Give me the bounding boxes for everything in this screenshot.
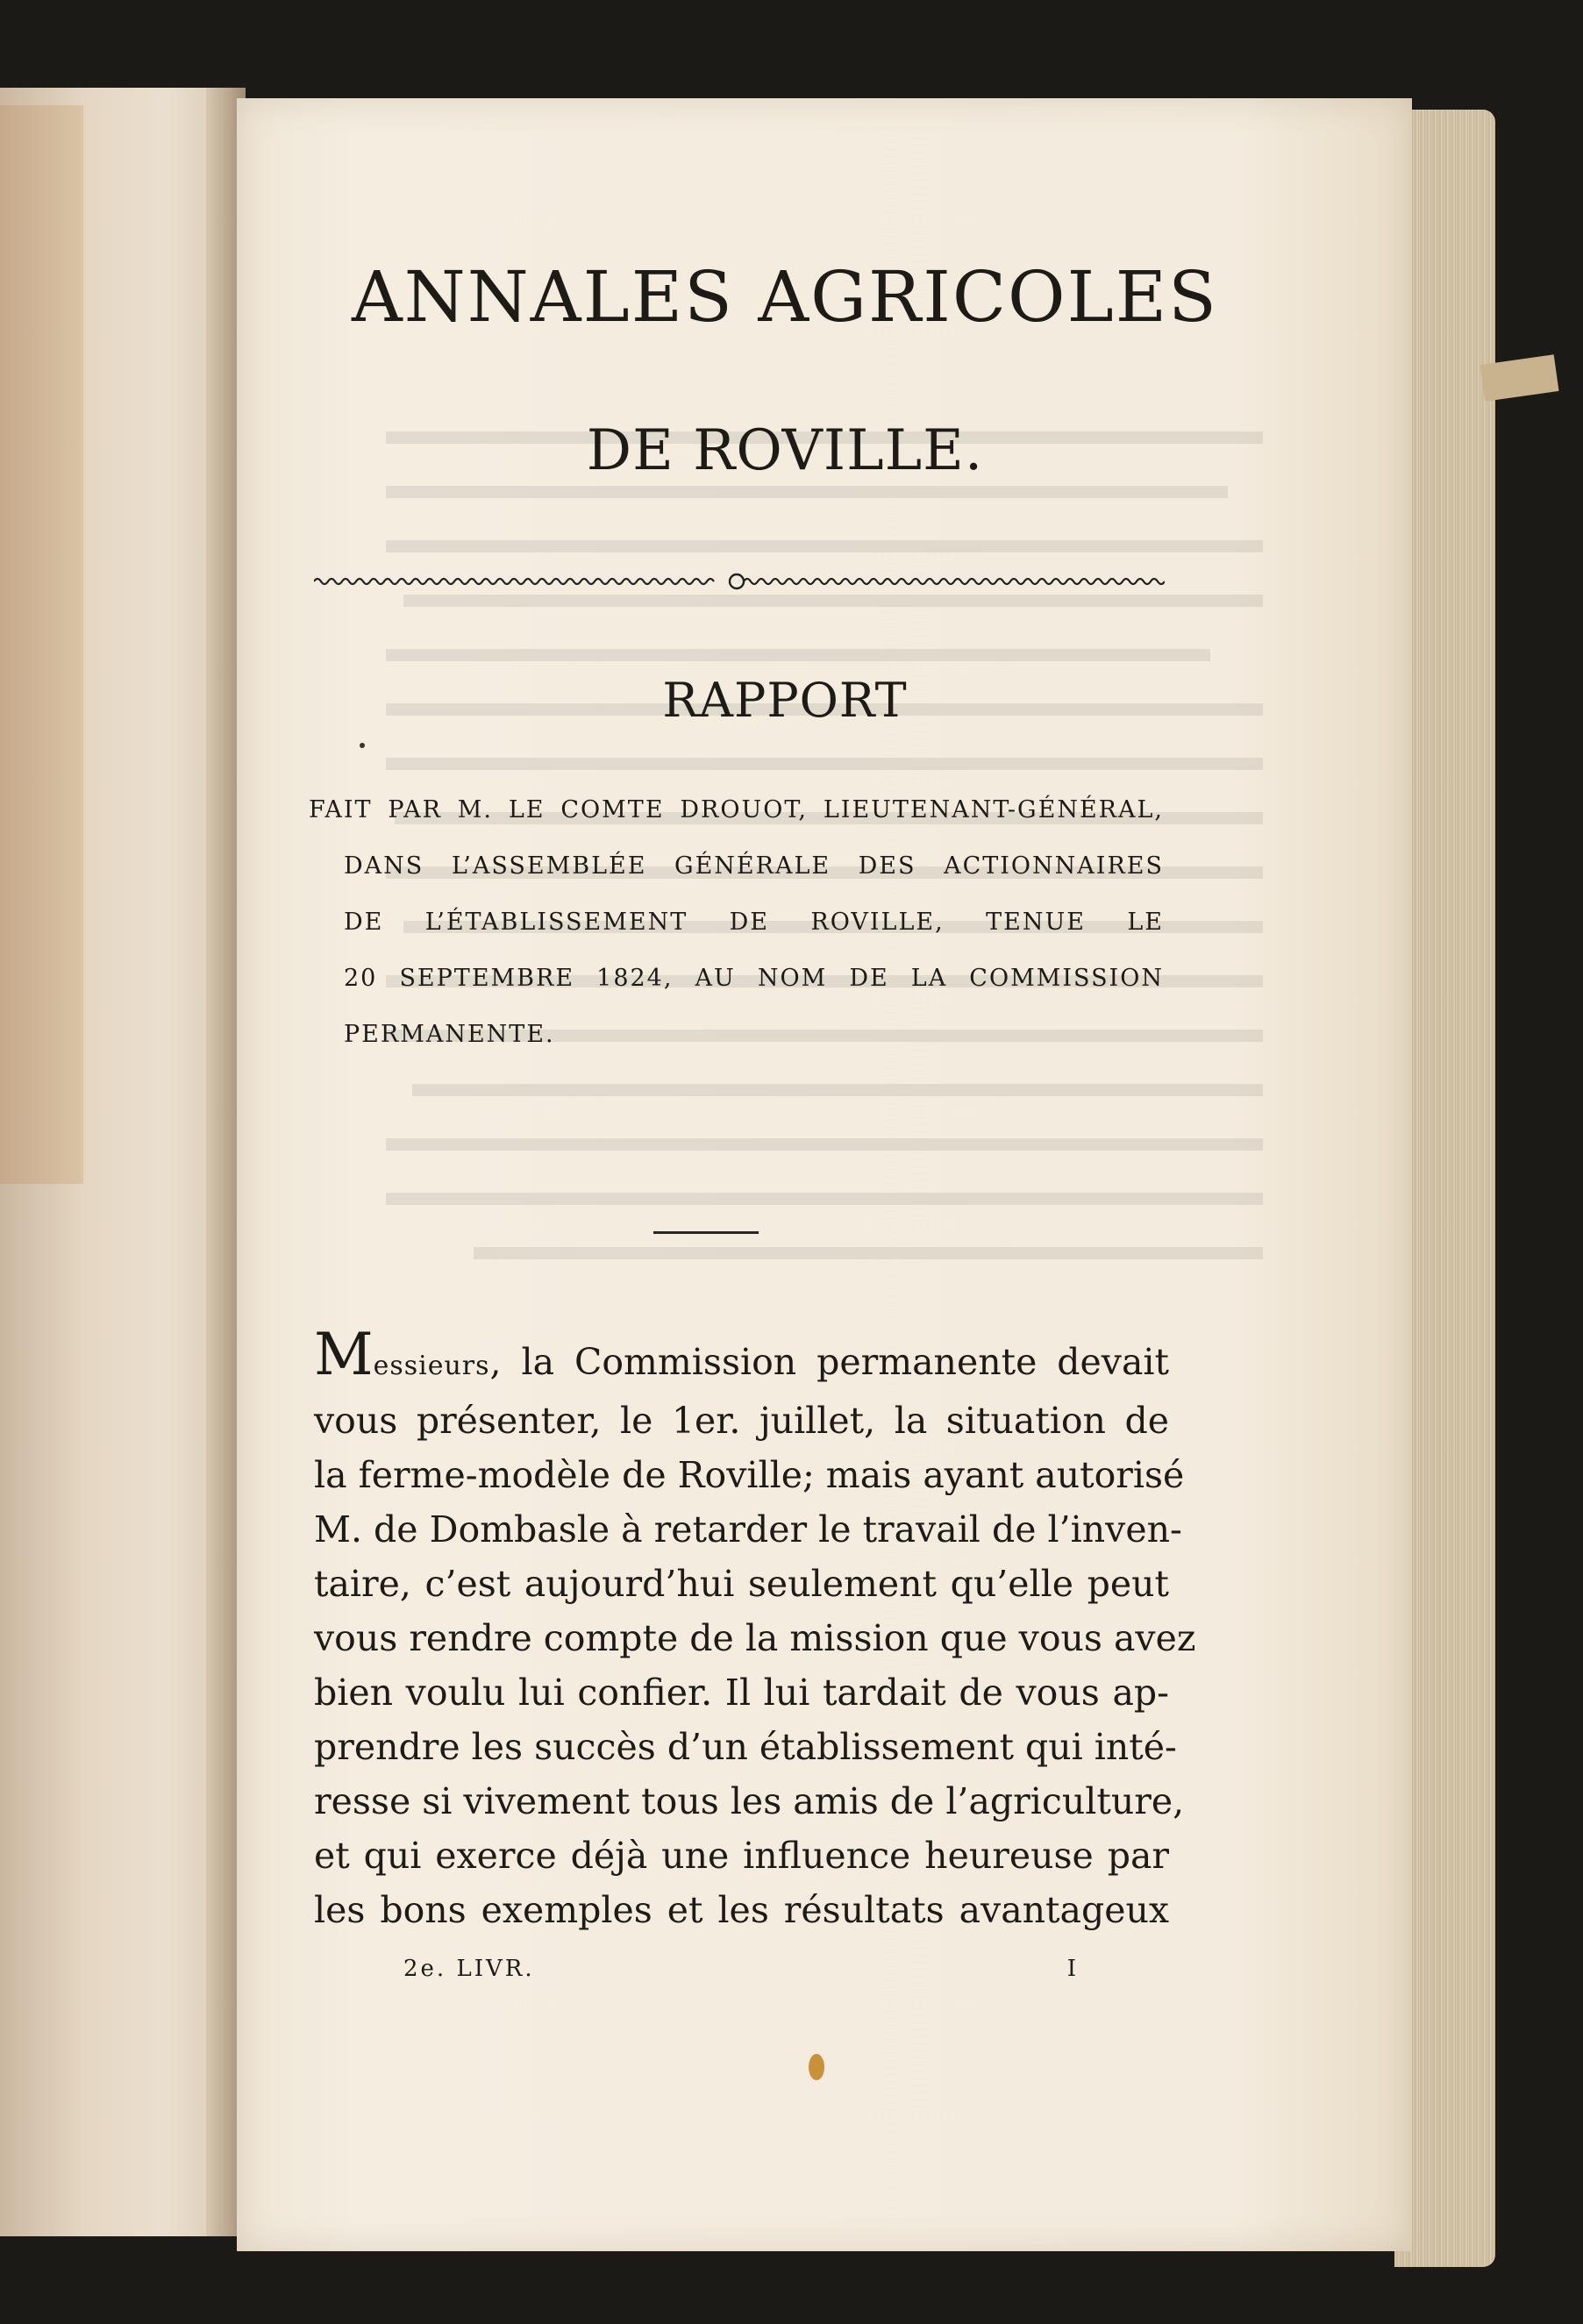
left-page-stain: [0, 105, 83, 1184]
body-line: et qui exerce déjà une influence heureuse par: [314, 1835, 1169, 1877]
body-line: vous rendre compte de la mission que vous avez: [314, 1617, 1196, 1659]
body-line: resse si vivement tous les amis de l’agriculture,: [314, 1780, 1185, 1822]
margin-dot: [360, 743, 365, 748]
body-line-first: [314, 1321, 1169, 1394]
subtitle-line: FAIT PAR M. LE COMTE DROUOT, LIEUTENANT-GÉNÉRAL,: [309, 796, 1164, 823]
wavy-ornament-icon: [314, 572, 1165, 591]
body-line: les bons exemples et les résultats avantageux: [314, 1889, 1169, 1931]
body-paragraph: [314, 1321, 1196, 1937]
body-line: bien voulu lui confier. Il lui tardait de vous ap-: [314, 1672, 1169, 1714]
book-subtitle: DE ROVILLE.: [586, 418, 984, 483]
sheet-number: I: [1066, 1956, 1079, 1982]
body-line: vous présenter, le 1er. juillet, la situation de: [314, 1400, 1169, 1442]
section-divider: [653, 1231, 759, 1234]
salutation-smallcaps: essieurs: [373, 1351, 490, 1381]
printer-signature: 2e. LIVR.: [403, 1956, 535, 1982]
body-line: la ferme-modèle de Roville; mais ayant autorisé: [314, 1454, 1185, 1496]
subtitle-line: 20 SEPTEMBRE 1824, AU NOM DE LA COMMISSION: [344, 965, 1164, 992]
page-footer: [403, 1956, 1079, 1982]
body-line: taire, c’est aujourd’hui seulement qu’elle peut: [314, 1563, 1169, 1605]
paper-stain: [809, 2054, 824, 2080]
subtitle-line: DE L’ÉTABLISSEMENT DE ROVILLE, TENUE LE: [344, 909, 1164, 936]
report-heading: RAPPORT: [662, 673, 908, 728]
book-title: ANNALES AGRICOLES: [352, 256, 1218, 338]
first-line-text: , la Commission permanente devait: [489, 1341, 1169, 1383]
drop-cap: M: [314, 1321, 374, 1388]
report-subtitle: [309, 782, 1164, 1063]
subtitle-line: DANS L’ASSEMBLÉE GÉNÉRALE DES ACTIONNAIRES: [344, 852, 1164, 880]
body-line: M. de Dombasle à retarder le travail de l’inven-: [314, 1508, 1182, 1551]
book-page: [237, 98, 1412, 2251]
subtitle-line: PERMANENTE.: [344, 1021, 555, 1048]
body-line: prendre les succès d’un établissement qui inté-: [314, 1726, 1177, 1768]
